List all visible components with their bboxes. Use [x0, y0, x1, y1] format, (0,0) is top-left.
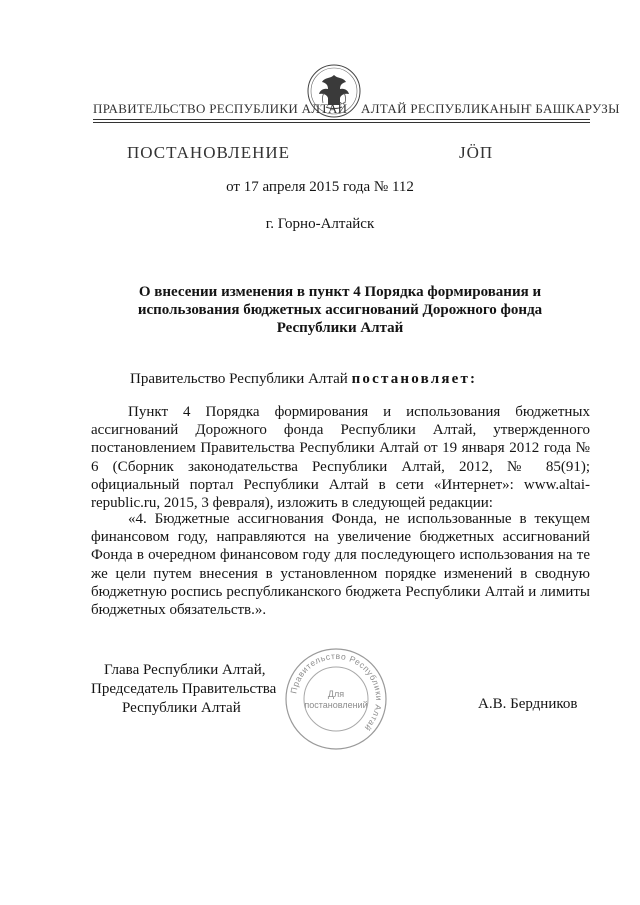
decree-statement — [130, 371, 477, 388]
title-line: использования бюджетных ассигнований Дорожного фонда — [137, 302, 543, 318]
document-title — [100, 283, 580, 337]
stamp-center-line: постановлений — [304, 700, 368, 710]
title-line: О внесении изменения в пункт 4 Порядка формирования и — [138, 284, 542, 300]
stamp-ring-text: Правительство Республики Алтай — [288, 650, 385, 734]
doc-type-altai: ЈӦП — [459, 143, 494, 162]
official-stamp — [282, 645, 390, 753]
signatory-line: Глава Республики Алтай, — [104, 662, 266, 678]
document-city: г. Горно-Алтайск — [265, 216, 375, 232]
decree-prefix: Правительство Республики Алтай — [130, 371, 352, 387]
signatory-line: Председатель Правительства — [91, 681, 277, 697]
signatory-position — [91, 661, 276, 718]
signatory-name: А.В. Бердников — [478, 696, 578, 712]
decree-verb: постановляет: — [351, 371, 478, 387]
header-divider — [93, 119, 590, 120]
stamp-center-line: Для — [327, 689, 345, 699]
header-government-altai: АЛТАЙ РЕСПУБЛИКАНЫҤ БАШКАРУЗЫ — [361, 101, 620, 116]
body-paragraph: Пункт 4 Порядка формирования и использования бюджетных ассигнований Дорожного фонда Республики Алтай, утвержденного постановлением Правительства Республики Алтай от 19 января 2012 года № 6 (Сборник законодательства Республики Алтай, 2012, № 85(91); официальный портал Республики Алтай в сети «Интернет»: www.altai-republic.ru, 2015, 3 февраля), изложить в следующей редакции: — [91, 404, 590, 512]
signatory-line: Республики Алтай — [122, 700, 241, 716]
title-line: Республики Алтай — [276, 320, 404, 336]
document-date-number: от 17 апреля 2015 года № 112 — [226, 179, 414, 195]
body-paragraph: «4. Бюджетные ассигнования Фонда, не использованные в текущем финансовом году, направляются на увеличение бюджетных ассигнований Фонда в очередном финансовом году для последующего использования на те же цели путем внесения в установленном порядке изменений в сводную бюджетную роспись республиканского бюджета Республики Алтай и лимиты бюджетных обязательств.». — [91, 511, 590, 619]
doc-type-russian: ПОСТАНОВЛЕНИЕ — [127, 143, 291, 162]
header-government-russian: ПРАВИТЕЛЬСТВО РЕСПУБЛИКИ АЛТАЙ — [93, 101, 348, 116]
header-divider — [93, 122, 590, 123]
